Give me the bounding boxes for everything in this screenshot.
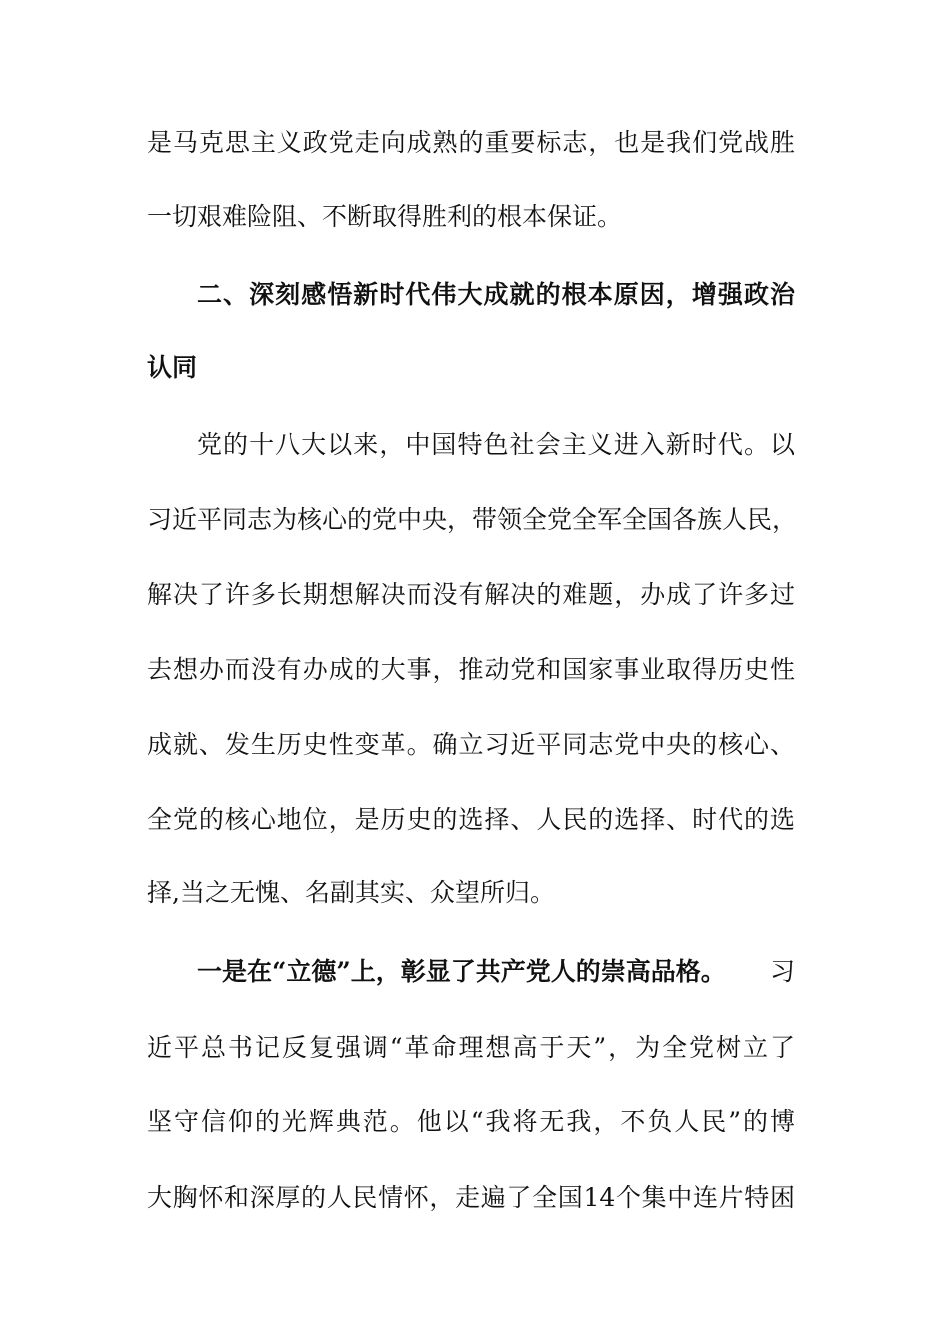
paragraph-line: 一切艰难险阻、不断取得胜利的根本保证。 bbox=[147, 202, 623, 231]
paragraph-line: 坚守信仰的光辉典范。他以“我将无我，不负人民”的博 bbox=[147, 1107, 795, 1136]
paragraph-line: 大胸怀和深厚的人民情怀，走遍了全国14个集中连片特困 bbox=[147, 1183, 795, 1212]
paragraph-line: 近平总书记反复强调“革命理想高于天”，为全党树立了 bbox=[147, 1033, 795, 1062]
paragraph-line: 习 bbox=[769, 957, 795, 986]
bold-lead-sentence: 一是在“立德”上，彰显了共产党人的崇高品格。 bbox=[197, 957, 726, 986]
paragraph-line: 是马克思主义政党走向成熟的重要标志，也是我们党战胜 bbox=[147, 128, 795, 157]
paragraph-line: 习近平同志为核心的党中央，带领全党全军全国各族人民， bbox=[147, 505, 798, 534]
paragraph-line: 择,当之无愧、名副其实、众望所归。 bbox=[147, 878, 555, 907]
section-heading: 认同 bbox=[147, 353, 198, 382]
paragraph-line: 成就、发生历史性变革。确立习近平同志党中央的核心、 bbox=[147, 730, 795, 759]
paragraph-line-with-lead bbox=[197, 957, 795, 987]
paragraph-line: 去想办而没有办成的大事，推动党和国家事业取得历史性 bbox=[147, 655, 795, 684]
paragraph-line: 全党的核心地位，是历史的选择、人民的选择、时代的选 bbox=[147, 805, 795, 834]
paragraph-line: 党的十八大以来，中国特色社会主义进入新时代。以 bbox=[197, 430, 795, 459]
paragraph-line: 解决了许多长期想解决而没有解决的难题，办成了许多过 bbox=[147, 580, 795, 609]
section-heading: 二、深刻感悟新时代伟大成就的根本原因，增强政治 bbox=[197, 280, 795, 309]
